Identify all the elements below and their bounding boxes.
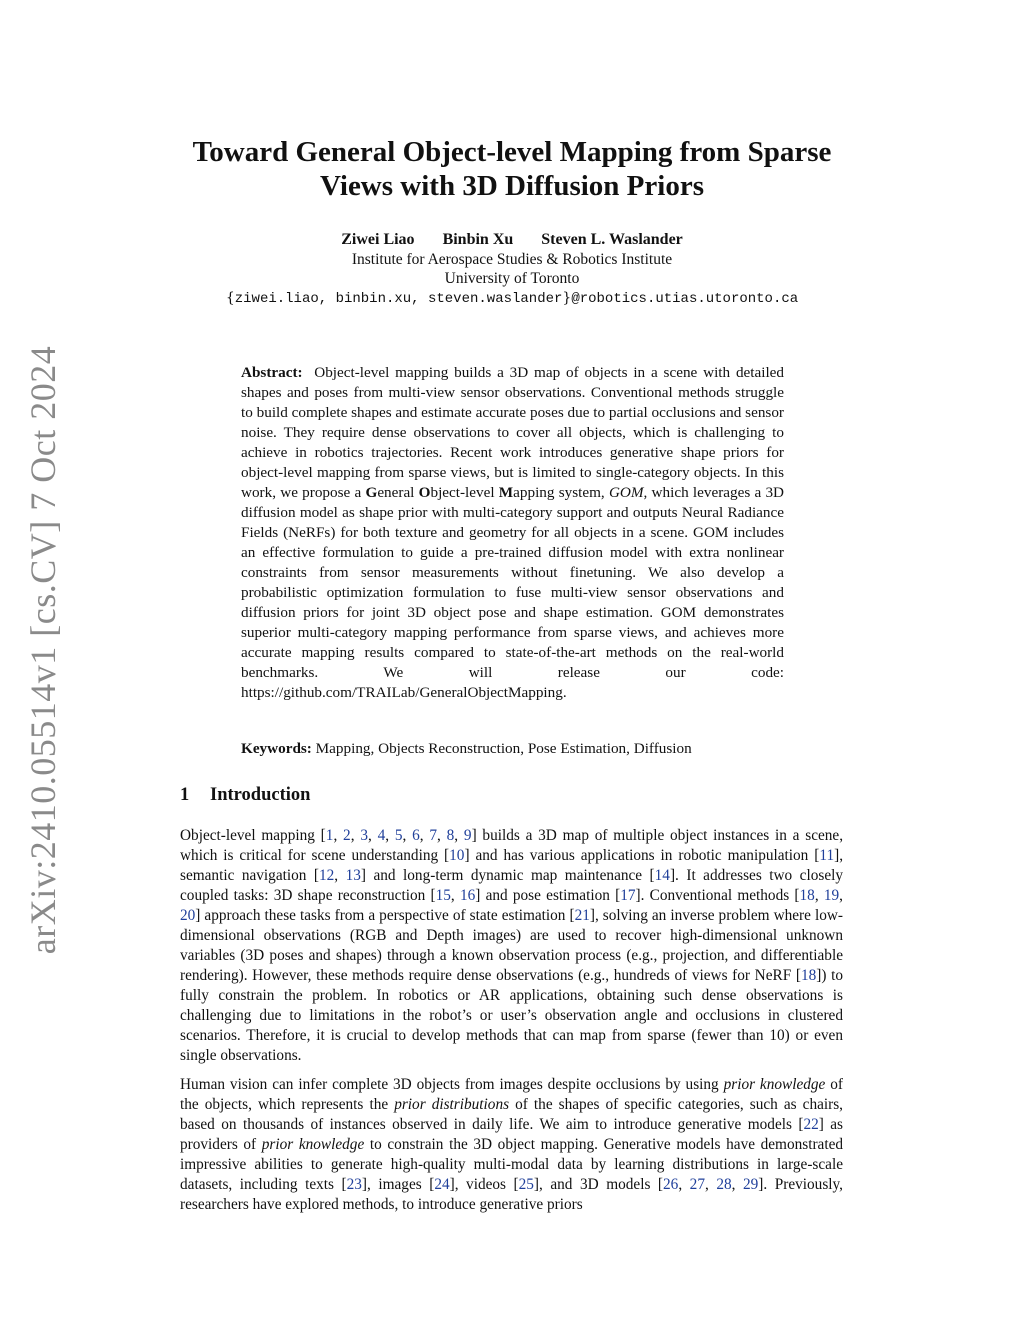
system-name: GOM — [608, 484, 644, 501]
citation-link[interactable]: 29 — [742, 1176, 759, 1193]
citation-link[interactable]: 12 — [319, 867, 335, 884]
email-domain: @robotics.utias.utoronto.ca — [571, 291, 799, 307]
citation-link[interactable]: 10 — [449, 847, 465, 864]
keywords-text: Mapping, Objects Reconstruction, Pose Estimation, Diffusion — [315, 740, 692, 757]
citation-link[interactable]: 18 — [799, 887, 815, 904]
author-list — [140, 230, 884, 250]
author-name: Steven L. Waslander — [541, 231, 683, 248]
citation-link[interactable]: 3 — [360, 827, 368, 844]
citation-link[interactable]: 6 — [412, 827, 420, 844]
author-name: Binbin Xu — [442, 231, 514, 248]
title-line-1: Toward General Object-level Mapping from Sparse — [192, 136, 832, 168]
keywords — [241, 739, 801, 759]
citation-link[interactable]: 15 — [435, 887, 451, 904]
author-block — [140, 230, 884, 309]
citation-link[interactable]: 20 — [180, 907, 196, 924]
citation-link[interactable]: 24 — [434, 1176, 450, 1193]
citation-link[interactable]: 22 — [803, 1116, 819, 1133]
citation-link[interactable]: 2 — [343, 827, 351, 844]
citation-link[interactable]: 11 — [819, 847, 835, 864]
affiliation-institute: Institute for Aerospace Studies & Robotics Institute — [351, 251, 673, 268]
author-emails: {ziwei.liao, binbin.xu, steven.waslander}@robotics.utias.utoronto.ca — [225, 290, 799, 307]
citation-link[interactable]: 23 — [346, 1176, 362, 1193]
citation-link[interactable]: 14 — [654, 867, 670, 884]
section-heading — [180, 784, 310, 806]
abstract: Abstract: Object-level mapping builds a 3D map of objects in a scene with detailed shapes and poses from multi-view sensor observations. Conventional methods struggle to build complete shapes and estimate accurate poses due to partial occlusions and sensor noise. They require dense observations to cover all objects, which is challenging to achieve in robotics trajectories. Recent work introduces generative shape priors for object-level mapping from sparse views, but is limited to single-category objects. In this work, we propose a General Object-level Mapping system, GOM, which leverages a 3D diffusion model as shape prior with multi-category support and outputs Neural Radiance Fields (NeRFs) for both texture and geometry for all objects in a scene. GOM includes an effective formulation to guide a pre-trained diffusion model with extra nonlinear constraints from sensor measurements without finetuning. We also develop a probabilistic optimization formulation to fuse multi-view sensor observations and diffusion priors for joint 3D object pose and shape estimation. GOM demonstrates superior multi-category mapping performance from sparse views, and achieves more accurate mapping results compared to state-of-the-art methods on the real-world benchmarks. We will release our code: https://github.com/TRAILab/GeneralObjectMapping. — [241, 364, 785, 701]
citation-link[interactable]: 17 — [620, 887, 636, 904]
citation-link[interactable]: 4 — [377, 827, 386, 844]
citation-link[interactable]: 26 — [663, 1176, 679, 1193]
citation-link[interactable]: 18 — [800, 967, 817, 984]
citation-link[interactable]: 9 — [463, 827, 472, 844]
email-names: ziwei.liao, binbin.xu, steven.waslander — [234, 291, 563, 307]
abstract-label: Abstract: — [241, 364, 303, 381]
citation-link[interactable]: 27 — [689, 1176, 705, 1193]
citation-link[interactable]: 16 — [459, 887, 476, 904]
intro-paragraph-2: Human vision can infer complete 3D objects from images despite occlusions by using prior knowledge of the objects, which represents the prior distributions of the shapes of specific categories, such as chairs, based on thousands of instances observed in daily life. We aim to introduce generative models [22] as providers of prior knowledge to constrain the 3D object mapping. Generative models have demonstrated impressive abilities to generate high-quality multi-modal data by learning distributions in large-scale datasets, including texts [23], images [24], videos [25], and 3D models [26, 27, 28, 29]. Previously, researchers have explored methods, to introduce generative priors — [180, 1076, 844, 1213]
citation-link[interactable]: 8 — [446, 827, 455, 844]
title-line-2: Views with 3D Diffusion Priors — [320, 170, 704, 202]
author-name: Ziwei Liao — [341, 231, 415, 248]
intro-paragraph-1: Object-level mapping [1, 2, 3, 4, 5, 6, 7, 8, 9] builds a 3D map of multiple object instances in a scene, which is critical for scene understanding [10] and has various applications in robotic manipulation [11], semantic navigation [12, 13] and long-term dynamic map maintenance [14]. It addresses two closely coupled tasks: 3D shape reconstruction [15, 16] and pose estimation [17]. Conventional methods [18, 19, 20] approach these tasks from a perspective of state estimation [21], solving an inverse problem where low-dimensional observations (RGB and Depth images) are used to recover high-dimensional unknown variables (3D poses and shapes) through a known observation process (e.g., projection, and differentiable rendering). However, these methods require dense observations (e.g., hundreds of views for NeRF [18]) to fully constrain the problem. In robotics or AR applications, obtaining such dense observations is challenging due to limitations in the robot’s or user’s observation angle and occlusions in clustered scenarios. Therefore, it is crucial to develop methods that can map from sparse (fewer than 10) or even single observations. — [180, 827, 844, 1064]
section-title: Introduction — [210, 785, 311, 805]
citation-link[interactable]: 5 — [394, 827, 403, 844]
keywords-label: Keywords: — [241, 740, 312, 757]
affiliation-university: University of Toronto — [444, 270, 580, 287]
citation-link[interactable]: 21 — [574, 907, 590, 924]
citation-link[interactable]: 7 — [429, 827, 438, 844]
citation-link[interactable]: 28 — [716, 1176, 732, 1193]
citation-link[interactable]: 25 — [518, 1176, 534, 1193]
paper-title — [160, 135, 864, 203]
citation-link[interactable]: 1 — [325, 827, 334, 844]
section-number: 1 — [180, 785, 190, 805]
citation-link[interactable]: 13 — [345, 867, 361, 884]
arxiv-stamp: arXiv:2410.05514v1 [cs.CV] 7 Oct 2024 — [23, 345, 64, 955]
citation-link[interactable]: 19 — [823, 887, 840, 904]
